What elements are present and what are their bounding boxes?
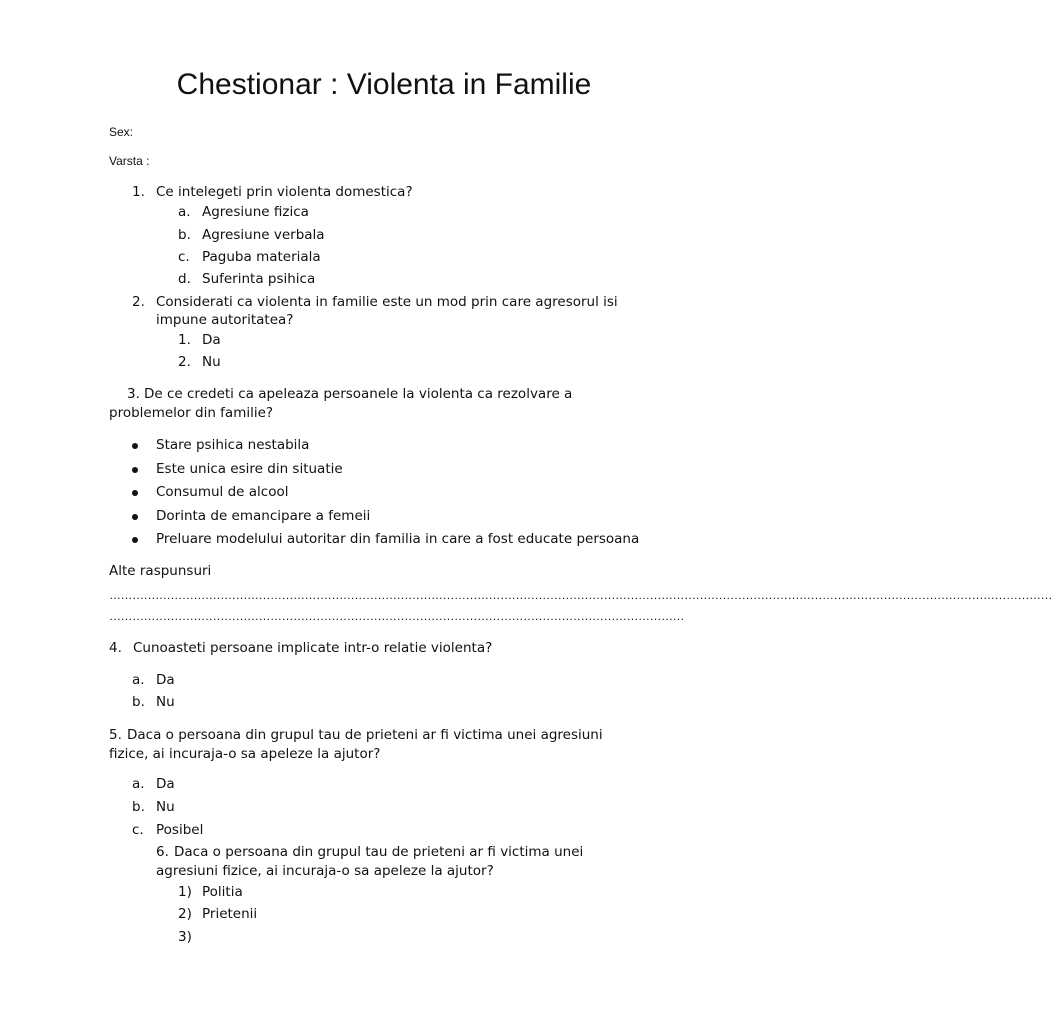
- option-text: Nu: [202, 354, 221, 370]
- option-text: Agresiune fizica: [202, 204, 309, 220]
- option-text: Agresiune verbala: [202, 227, 325, 243]
- question-text-line2: fizice, ai incuraja-o sa apeleze la ajutor?: [109, 746, 381, 762]
- other-answers-label: Alte raspunsuri: [109, 563, 212, 579]
- bullet-icon: [132, 514, 138, 520]
- sex-field-label: Sex:: [109, 125, 134, 139]
- answer-line[interactable]: …………………………………………………………………………………………………………………………………………………………………………………………………………………………: [109, 588, 1052, 602]
- question-text-line2: agresiuni fizice, ai incuraja-o sa apeleze la ajutor?: [156, 863, 494, 879]
- option-text: Nu: [156, 799, 175, 815]
- option-text: Da: [202, 332, 221, 348]
- option-text: Da: [156, 776, 175, 792]
- option-text: Suferinta psihica: [202, 271, 316, 287]
- option-text: Posibel: [156, 822, 204, 838]
- question-number: 1.: [132, 184, 145, 200]
- option-marker: c.: [178, 249, 190, 265]
- option-text: Da: [156, 672, 175, 688]
- question-text: Cunoasteti persoane implicate intr-o relatie violenta?: [133, 640, 493, 656]
- option-marker: a.: [132, 672, 145, 688]
- option-marker: b.: [132, 799, 145, 815]
- option-marker: a.: [178, 204, 191, 220]
- question-number: 5.: [109, 727, 122, 743]
- option-marker: d.: [178, 271, 191, 287]
- question-text-line1: Daca o persoana din grupul tau de prieteni ar fi victima unei: [174, 844, 584, 860]
- question-number: 6.: [156, 844, 169, 860]
- question-number: 4.: [109, 640, 122, 656]
- bullet-text: Preluare modelului autoritar din familia in care a fost educate persoana: [156, 531, 640, 547]
- question-text-line1: De ce credeti ca apeleaza persoanele la violenta ca rezolvare a: [144, 386, 573, 402]
- page-title: Chestionar : Violenta in Familie: [176, 68, 592, 101]
- bullet-text: Consumul de alcool: [156, 484, 289, 500]
- option-marker: 2.: [178, 354, 191, 370]
- option-marker: 2): [178, 906, 192, 922]
- option-marker: 1.: [178, 332, 191, 348]
- bullet-text: Dorinta de emancipare a femeii: [156, 508, 371, 524]
- age-field-label: Varsta :: [109, 154, 150, 168]
- bullet-text: Stare psihica nestabila: [156, 437, 310, 453]
- option-text: Prietenii: [202, 906, 258, 922]
- bullet-icon: [132, 467, 138, 473]
- bullet-text: Este unica esire din situatie: [156, 461, 343, 477]
- option-marker: 3): [178, 929, 192, 945]
- option-marker: 1): [178, 884, 192, 900]
- bullet-icon: [132, 443, 138, 449]
- option-marker: a.: [132, 776, 145, 792]
- answer-line[interactable]: ……………………………………………………………………………………………………………………………………: [109, 609, 684, 623]
- question-number: 2.: [132, 294, 145, 310]
- question-text-line1: Considerati ca violenta in familie este un mod prin care agresorul isi: [156, 294, 618, 310]
- option-marker: b.: [132, 694, 145, 710]
- option-marker: c.: [132, 822, 144, 838]
- option-text: Paguba materiala: [202, 249, 321, 265]
- question-text-line2: problemelor din familie?: [109, 405, 274, 421]
- question-number: 3.: [127, 386, 140, 402]
- question-text: Ce intelegeti prin violenta domestica?: [156, 184, 413, 200]
- option-text: Nu: [156, 694, 175, 710]
- bullet-icon: [132, 537, 138, 543]
- option-text: Politia: [202, 884, 243, 900]
- bullet-icon: [132, 490, 138, 496]
- question-text-line1: Daca o persoana din grupul tau de prieteni ar fi victima unei agresiuni: [127, 727, 603, 743]
- question-text-line2: impune autoritatea?: [156, 312, 294, 328]
- option-marker: b.: [178, 227, 191, 243]
